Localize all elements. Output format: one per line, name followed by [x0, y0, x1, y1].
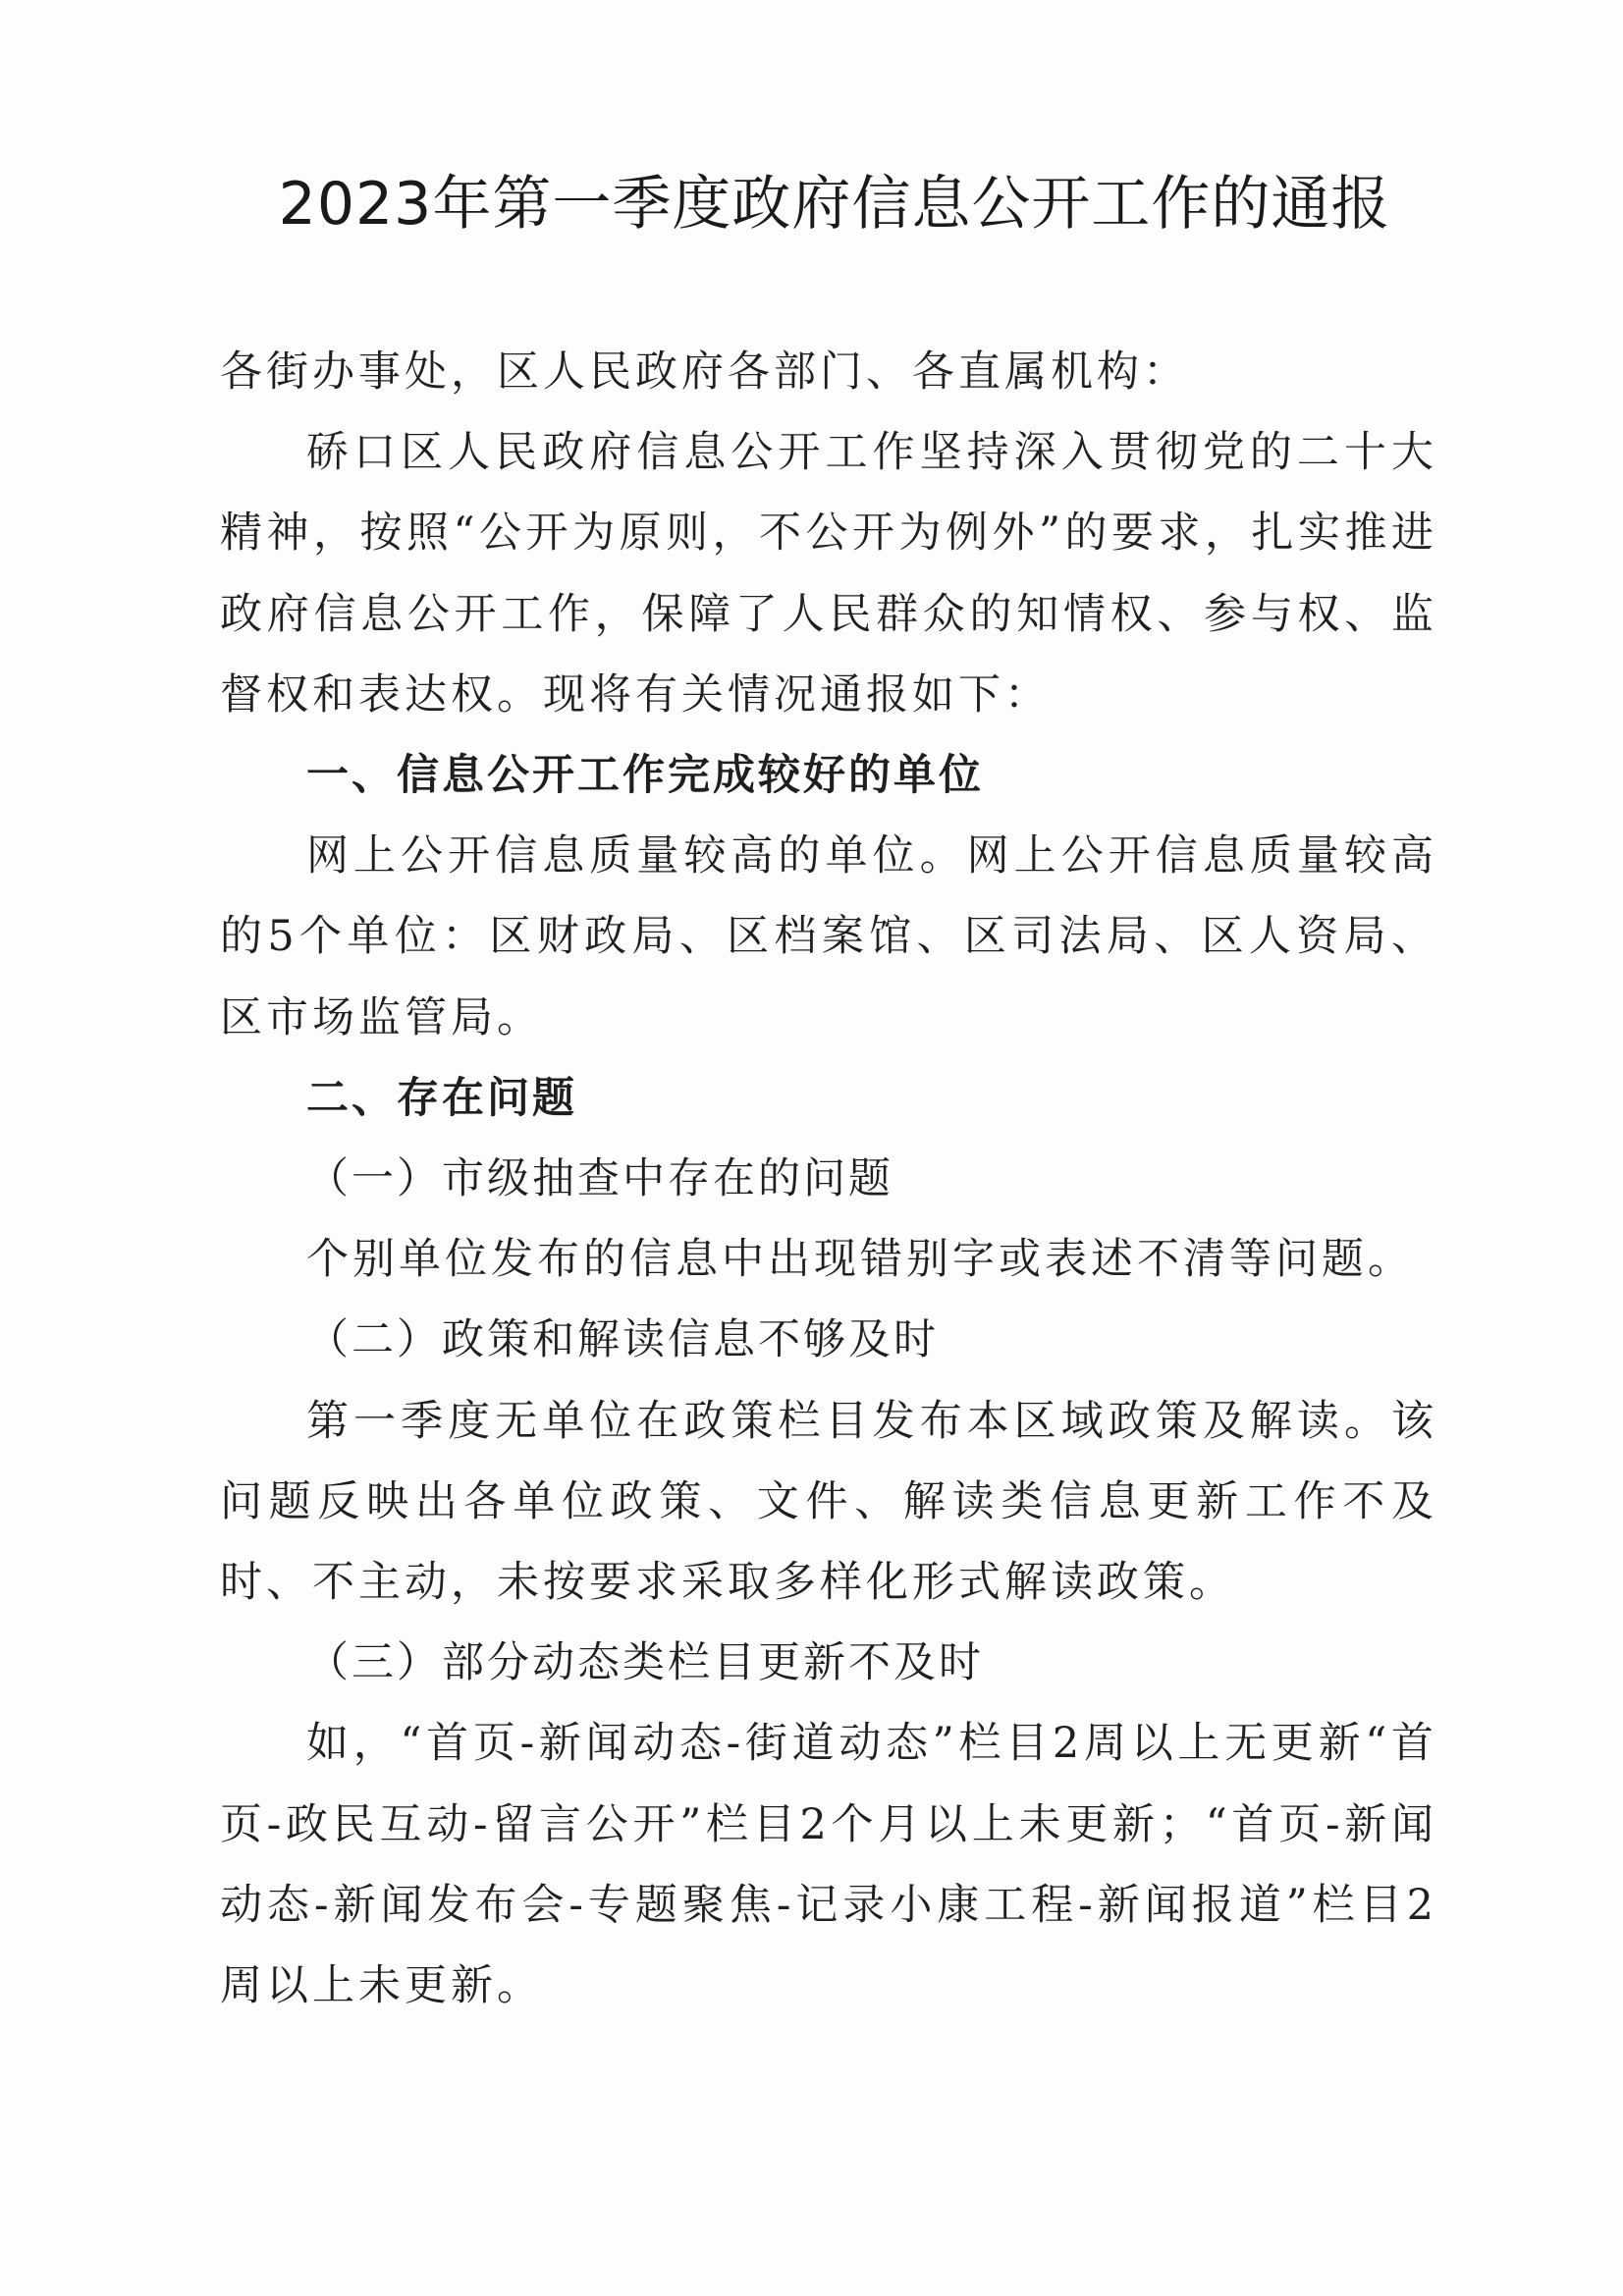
subsection2-heading: （二）政策和解读信息不够及时	[306, 1315, 939, 1365]
document-title: 2023年第一季度政府信息公开工作的通报	[278, 170, 1391, 239]
section1-paragraph: 网上公开信息质量较高的单位。网上公开信息质量较高的5个单位：区财政局、区档案馆、区司法局、区人资局、区市场监管局。	[220, 831, 1437, 1042]
section2-heading: 二、存在问题	[306, 1073, 577, 1123]
section1-heading: 一、信息公开工作完成较好的单位	[306, 751, 984, 801]
subsection1-paragraph: 个别单位发布的信息中出现错别字或表述不清等问题。	[306, 1235, 1414, 1285]
document-body	[220, 332, 1437, 2026]
subsection3-paragraph: 如，“首页-新闻动态-街道动态”栏目2周以上无更新“首页-政民互动-留言公开”栏目2个月以上未更新；“首页-新闻动态-新闻发布会-专题聚焦-记录小康工程-新闻报道”栏目2周以上未更新。	[220, 1719, 1437, 2011]
subsection2-paragraph: 第一季度无单位在政策栏目发布本区域政策及解读。该问题反映出各单位政策、文件、解读类信息更新工作不及时、不主动，未按要求采取多样化形式解读政策。	[220, 1396, 1437, 1608]
subsection1-heading: （一）市级抽查中存在的问题	[306, 1154, 893, 1204]
salutation: 各街办事处，区人民政府各部门、各直属机构：	[220, 347, 1189, 397]
subsection3-heading: （三）部分动态类栏目更新不及时	[306, 1638, 984, 1688]
intro-paragraph: 硚口区人民政府信息公开工作坚持深入贯彻党的二十大精神，按照“公开为原则，不公开为例外”的要求，扎实推进政府信息公开工作，保障了人民群众的知情权、参与权、监督权和表达权。现将有关情况通报如下：	[220, 428, 1437, 720]
